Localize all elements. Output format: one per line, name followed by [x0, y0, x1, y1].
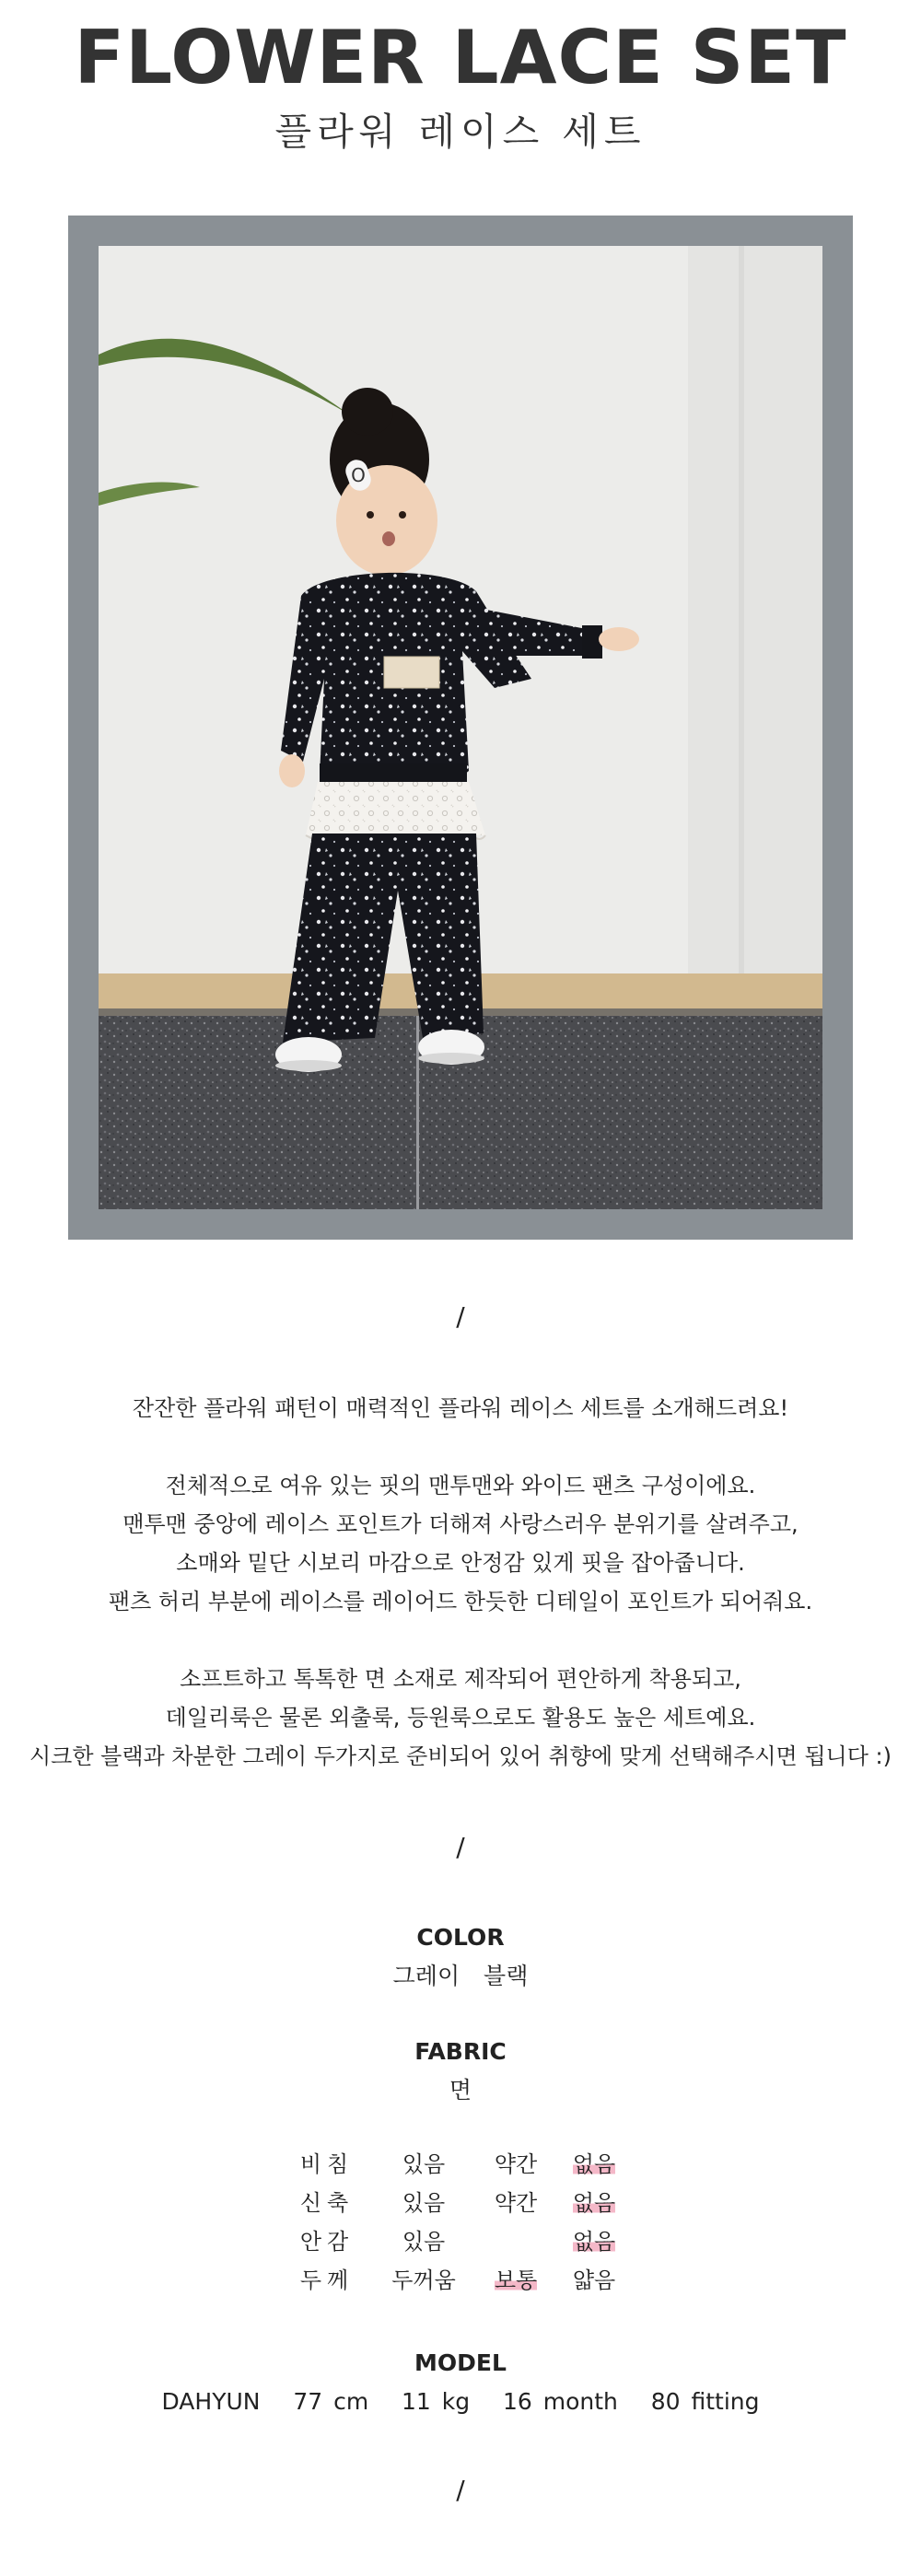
- fabric-value: 면: [449, 2077, 472, 2104]
- color-option-black: 블랙: [484, 1963, 529, 1989]
- description-line: 잔잔한 플라워 패턴이 매력적인 플라워 레이스 세트를 소개해드려요!: [132, 1395, 789, 1421]
- spec-label: 안감: [299, 2229, 355, 2255]
- product-subtitle: 플라워 레이스 세트: [274, 110, 647, 154]
- product-photo: [99, 246, 822, 1209]
- spec-option-selected: 없음: [572, 2190, 616, 2216]
- color-option-gray: 그레이: [392, 1963, 460, 1989]
- spec-row-sheerness: [295, 2145, 626, 2184]
- spec-option-selected: 보통: [494, 2267, 538, 2293]
- hair-clip-letter: O: [351, 464, 366, 486]
- spec-label: 두께: [299, 2267, 355, 2293]
- description-line: 맨투맨 중앙에 레이스 포인트가 더해져 사랑스러우 분위기를 살려주고,: [122, 1511, 799, 1537]
- description-paragraph-2: [0, 1466, 921, 1621]
- color-label: COLOR: [416, 1924, 505, 1951]
- description-paragraph-3: [0, 1660, 921, 1776]
- spec-table: [295, 2145, 626, 2300]
- spec-option: 두꺼움: [391, 2267, 456, 2293]
- fabric-label: FABRIC: [414, 2038, 507, 2065]
- divider-slash: /: [456, 1301, 465, 1332]
- divider-slash: /: [456, 2475, 465, 2505]
- spec-option: 있음: [402, 2229, 446, 2255]
- description-paragraph-1: [0, 1389, 921, 1428]
- model-info: DAHYUN 77 cm 11 kg 16 month 80 fitting: [161, 2388, 760, 2415]
- description-line: 시크한 블랙과 차분한 그레이 두가지로 준비되어 있어 취향에 맞게 선택해주시면 됩니다 :): [29, 1743, 892, 1769]
- model-label: MODEL: [414, 2349, 507, 2376]
- spec-option: 약간: [494, 2190, 538, 2216]
- spec-row-lining: [295, 2222, 626, 2261]
- product-photo-frame: [68, 216, 853, 1240]
- divider-slash: /: [456, 1832, 465, 1862]
- product-title: FLOWER LACE SET: [74, 15, 847, 100]
- spec-option-selected: 없음: [572, 2229, 616, 2255]
- spec-option-selected: 없음: [572, 2151, 616, 2177]
- spec-label: 비침: [299, 2151, 355, 2177]
- spec-option: 얇음: [572, 2267, 616, 2293]
- spec-label: 신축: [299, 2190, 355, 2216]
- spec-option: 약간: [494, 2151, 538, 2177]
- description-line: 전체적으로 여유 있는 핏의 맨투맨와 와이드 팬츠 구성이에요.: [165, 1473, 756, 1498]
- spec-option: 있음: [402, 2190, 446, 2216]
- description-line: 소매와 밑단 시보리 마감으로 안정감 있게 핏을 잡아줍니다.: [176, 1550, 745, 1576]
- description-line: 데일리룩은 물론 외출룩, 등원룩으로도 활용도 높은 세트예요.: [165, 1705, 756, 1731]
- color-options: [0, 1958, 921, 1995]
- spec-row-thickness: [295, 2261, 626, 2300]
- child-wearing-set-illustration: [99, 246, 822, 1209]
- description-line: 소프트하고 톡톡한 면 소재로 제작되어 편안하게 착용되고,: [180, 1666, 741, 1692]
- spec-row-stretch: [295, 2184, 626, 2222]
- spec-option: 있음: [402, 2151, 446, 2177]
- description-line: 팬츠 허리 부분에 레이스를 레이어드 한듯한 디테일이 포인트가 되어줘요.: [108, 1589, 813, 1614]
